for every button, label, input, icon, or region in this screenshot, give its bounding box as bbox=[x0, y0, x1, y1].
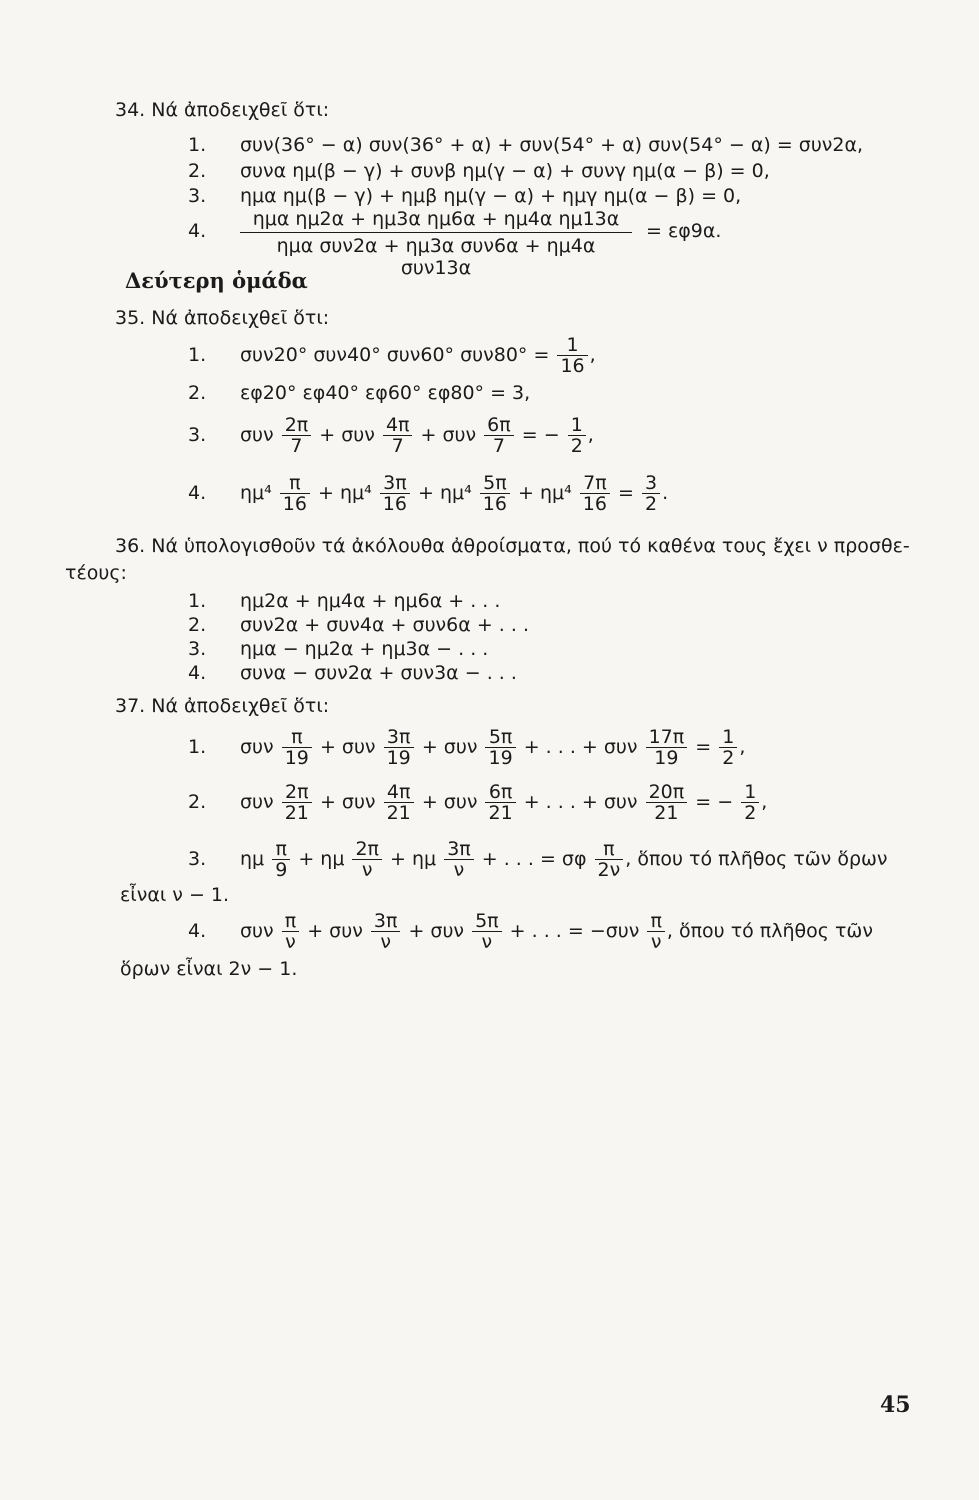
fraction bbox=[484, 415, 514, 456]
math-text: + ημ bbox=[390, 848, 437, 870]
problem-36-header: 36. Νά ὑπολογισθοῦν τά ἀκόλουθα ἀθροίσματα, πού τό καθένα τους ἔχει ν προσθε- bbox=[115, 535, 910, 557]
fraction bbox=[383, 415, 413, 456]
fraction bbox=[646, 782, 688, 823]
fraction bbox=[719, 727, 737, 768]
p37-item-1-number: 1. bbox=[188, 736, 207, 758]
math-text: , bbox=[739, 736, 746, 758]
fraction-numerator: 2π bbox=[282, 782, 312, 803]
fraction-denominator: 7 bbox=[391, 435, 404, 457]
p37-item-4-number: 4. bbox=[188, 920, 207, 942]
p36-item-1-number: 1. bbox=[188, 590, 207, 612]
p36-item-4-number: 4. bbox=[188, 662, 207, 684]
fraction bbox=[282, 782, 312, 823]
fraction-denominator: 7 bbox=[492, 435, 505, 457]
fraction-numerator: π bbox=[282, 911, 299, 932]
math-text: + συν bbox=[319, 736, 376, 758]
math-text: συν bbox=[240, 424, 274, 446]
fraction-numerator: 2π bbox=[282, 415, 312, 436]
fraction-numerator: 7π bbox=[580, 473, 610, 494]
fraction-denominator: ν bbox=[361, 859, 373, 881]
p36-item-1: ημ2α + ημ4α + ημ6α + . . . bbox=[240, 590, 501, 612]
fraction bbox=[568, 415, 586, 456]
fraction-numerator: 1 bbox=[568, 415, 586, 436]
p36-item-3: ημα − ημ2α + ημ3α − . . . bbox=[240, 638, 489, 660]
p35-item-2-number: 2. bbox=[188, 382, 207, 404]
fraction-denominator: 21 bbox=[284, 802, 309, 824]
math-text: + . . . + συν bbox=[523, 791, 638, 813]
fraction-denominator: ν bbox=[481, 931, 493, 953]
math-text: = bbox=[618, 482, 634, 504]
fraction-numerator: π bbox=[595, 839, 624, 860]
math-text: + ημ⁴ bbox=[518, 482, 572, 504]
fraction-numerator: 3π bbox=[384, 727, 414, 748]
fraction bbox=[485, 727, 515, 768]
math-text: ημ⁴ bbox=[240, 482, 272, 504]
fraction-numerator: 3 bbox=[642, 473, 660, 494]
p36-item-3-number: 3. bbox=[188, 638, 207, 660]
p37-item-1 bbox=[240, 724, 745, 770]
math-text: ημ bbox=[240, 848, 265, 870]
math-text: + συν bbox=[307, 920, 363, 942]
fraction bbox=[282, 911, 299, 952]
fraction-numerator: 5π bbox=[485, 727, 515, 748]
fraction-denominator: ν bbox=[453, 859, 465, 881]
fraction-denominator: ν bbox=[285, 931, 296, 953]
section-heading: Δεύτερη ὁμάδα bbox=[125, 268, 308, 293]
p34-item-3-number: 3. bbox=[188, 185, 207, 207]
fraction-denominator: 16 bbox=[282, 493, 307, 515]
p34-item-1: συν(36° − α) συν(36° + α) + συν(54° + α) συν(54° − α) = συν2α, bbox=[240, 134, 864, 156]
fraction bbox=[371, 911, 401, 952]
math-text: + συν bbox=[421, 736, 478, 758]
fraction-denominator: 19 bbox=[284, 747, 309, 769]
fraction-numerator: 5π bbox=[480, 473, 510, 494]
fraction-denominator: 2ν bbox=[597, 859, 621, 881]
math-text: + . . . = σφ bbox=[481, 848, 587, 870]
p34-item-1-number: 1. bbox=[188, 134, 207, 156]
fraction-denominator: 16 bbox=[560, 355, 585, 377]
p35-item-1-fraction bbox=[557, 335, 587, 376]
math-text: , bbox=[587, 424, 594, 446]
math-text: + ημ bbox=[298, 848, 345, 870]
fraction-numerator: 4π bbox=[383, 415, 413, 436]
fraction-numerator: 3π bbox=[380, 473, 410, 494]
problem-37-header: 37. Νά ἀποδειχθεῖ ὅτι: bbox=[115, 695, 330, 717]
fraction bbox=[272, 839, 290, 880]
math-text: = − bbox=[695, 791, 734, 813]
fraction bbox=[580, 473, 610, 514]
p36-item-4: συνα − συν2α + συν3α − . . . bbox=[240, 662, 517, 684]
fraction bbox=[282, 415, 312, 456]
fraction-numerator: 1 bbox=[741, 782, 759, 803]
fraction-denominator: 16 bbox=[582, 493, 607, 515]
p34-item-3: ημα ημ(β − γ) + ημβ ημ(γ − α) + ημγ ημ(α − β) = 0, bbox=[240, 185, 742, 207]
fraction bbox=[280, 473, 310, 514]
p35-item-4 bbox=[240, 470, 668, 516]
p35-item-3 bbox=[240, 412, 594, 458]
fraction bbox=[444, 839, 474, 880]
math-text: + συν bbox=[421, 791, 478, 813]
fraction-numerator: 5π bbox=[472, 911, 502, 932]
p37-item-3 bbox=[240, 836, 888, 882]
fraction-numerator: π bbox=[282, 727, 312, 748]
fraction-numerator: 6π bbox=[484, 415, 514, 436]
math-text: συν bbox=[240, 791, 274, 813]
math-text: + συν bbox=[420, 424, 477, 446]
math-text: + ημ⁴ bbox=[418, 482, 472, 504]
p35-item-2: εφ20° εφ40° εφ60° εφ80° = 3, bbox=[240, 382, 531, 404]
fraction-denominator: 7 bbox=[290, 435, 303, 457]
fraction bbox=[595, 839, 624, 880]
fraction-denominator: 2 bbox=[744, 802, 757, 824]
fraction-denominator: 21 bbox=[488, 802, 513, 824]
p35-item-1 bbox=[240, 332, 596, 378]
fraction bbox=[647, 911, 664, 952]
fraction-numerator: π bbox=[647, 911, 664, 932]
fraction-numerator: π bbox=[280, 473, 310, 494]
math-text: συν bbox=[240, 920, 274, 942]
math-text: = − bbox=[521, 424, 560, 446]
p35-item-1-number: 1. bbox=[188, 344, 207, 366]
p34-item-2-number: 2. bbox=[188, 160, 207, 182]
fraction bbox=[282, 727, 312, 768]
fraction-numerator: π bbox=[272, 839, 290, 860]
p36-item-2-number: 2. bbox=[188, 614, 207, 636]
fraction-denominator: 19 bbox=[488, 747, 513, 769]
fraction-numerator: 2π bbox=[352, 839, 382, 860]
fraction-denominator: ν bbox=[380, 931, 391, 953]
p36-item-2: συν2α + συν4α + συν6α + . . . bbox=[240, 614, 529, 636]
fraction bbox=[480, 473, 510, 514]
p37-item-4-continuation: ὅρων εἶναι 2ν − 1. bbox=[120, 958, 298, 980]
math-text: + συν bbox=[319, 791, 376, 813]
math-text: , ὅπου τό πλῆθος τῶν ὅρων bbox=[625, 848, 888, 870]
fraction bbox=[380, 473, 410, 514]
fraction-denominator: 19 bbox=[654, 747, 679, 769]
fraction-denominator: 21 bbox=[654, 802, 679, 824]
p37-item-2 bbox=[240, 779, 767, 825]
p35-item-1-lhs: συν20° συν40° συν60° συν80° = bbox=[240, 344, 550, 366]
math-text: + συν bbox=[319, 424, 375, 446]
p37-item-3-continuation: εἶναι ν − 1. bbox=[120, 884, 230, 906]
p34-item-4-number: 4. bbox=[188, 220, 207, 242]
p37-item-3-number: 3. bbox=[188, 848, 207, 870]
fraction-numerator: 3π bbox=[444, 839, 474, 860]
fraction-numerator: 17π bbox=[646, 727, 688, 748]
fraction-numerator: 4π bbox=[384, 782, 414, 803]
fraction bbox=[472, 911, 502, 952]
fraction-denominator: 2 bbox=[722, 747, 735, 769]
fraction-numerator: 1 bbox=[719, 727, 737, 748]
fraction-numerator: 6π bbox=[485, 782, 515, 803]
fraction bbox=[352, 839, 382, 880]
math-text: , ὅπου τό πλῆθος τῶν bbox=[666, 920, 873, 942]
p35-item-4-number: 4. bbox=[188, 482, 207, 504]
p37-item-4 bbox=[240, 908, 873, 954]
fraction-denominator: 21 bbox=[386, 802, 411, 824]
fraction-numerator: 1 bbox=[557, 335, 587, 356]
fraction-denominator: 2 bbox=[570, 435, 583, 457]
fraction-denominator: 16 bbox=[382, 493, 407, 515]
fraction-denominator: 2 bbox=[645, 493, 658, 515]
fraction-denominator: 9 bbox=[275, 859, 288, 881]
fraction bbox=[741, 782, 759, 823]
math-text: , bbox=[761, 791, 768, 813]
p34-item-2: συνα ημ(β − γ) + συνβ ημ(γ − α) + συνγ ημ(α − β) = 0, bbox=[240, 160, 770, 182]
fraction-numerator: 20π bbox=[646, 782, 688, 803]
p37-item-2-number: 2. bbox=[188, 791, 207, 813]
problem-36-header-cont: τέους: bbox=[65, 562, 127, 584]
fraction bbox=[642, 473, 660, 514]
fraction-denominator: ν bbox=[650, 931, 662, 953]
fraction bbox=[384, 727, 414, 768]
problem-34-header: 34. Νά ἀποδειχθεῖ ὅτι: bbox=[115, 99, 330, 121]
math-text: + . . . + συν bbox=[523, 736, 638, 758]
math-text: + ημ⁴ bbox=[318, 482, 372, 504]
p34-item-4-numerator: ημα ημ2α + ημ3α ημ6α + ημ4α ημ13α bbox=[240, 208, 632, 233]
math-text: + . . . = −συν bbox=[509, 920, 640, 942]
fraction-numerator: 3π bbox=[371, 911, 401, 932]
page-number: 45 bbox=[880, 1392, 911, 1418]
fraction bbox=[485, 782, 515, 823]
fraction bbox=[646, 727, 688, 768]
fraction-denominator: 16 bbox=[482, 493, 507, 515]
math-text: . bbox=[662, 482, 669, 504]
fraction bbox=[384, 782, 414, 823]
p34-item-4-denominator: ημα συν2α + ημ3α συν6α + ημ4α συν13α bbox=[276, 235, 596, 279]
p34-item-4-rhs: = εφ9α. bbox=[646, 220, 722, 242]
problem-35-header: 35. Νά ἀποδειχθεῖ ὅτι: bbox=[115, 307, 330, 329]
fraction-denominator: 19 bbox=[386, 747, 411, 769]
math-text: = bbox=[695, 736, 712, 758]
p35-item-3-number: 3. bbox=[188, 424, 207, 446]
math-text: συν bbox=[240, 736, 274, 758]
math-text: , bbox=[589, 344, 596, 366]
math-text: + συν bbox=[408, 920, 465, 942]
